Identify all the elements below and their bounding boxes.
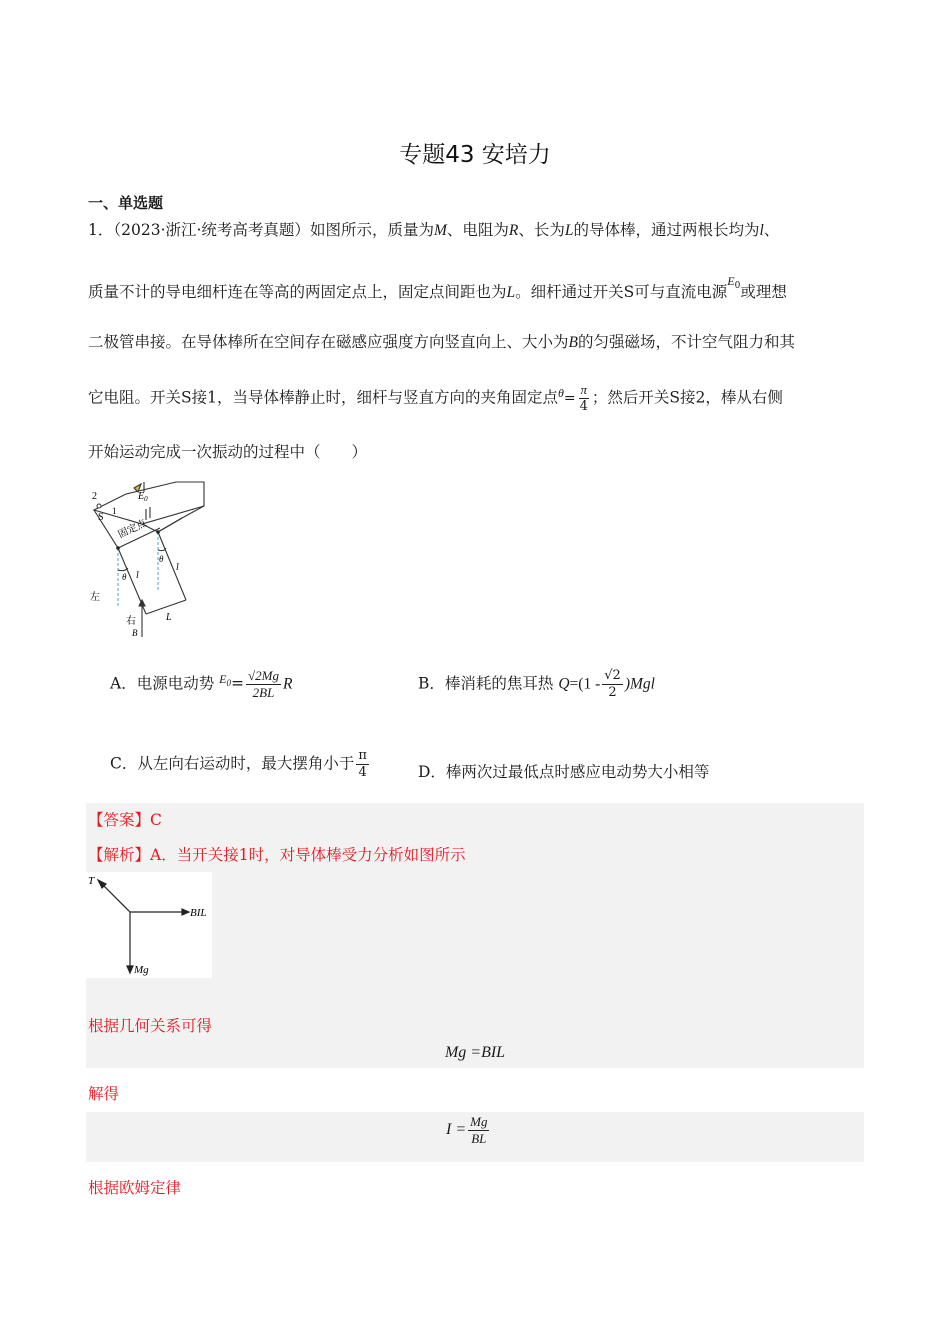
label-T: T (88, 875, 95, 887)
question-line-5: 开始运动完成一次振动的过程中（ ） (88, 443, 368, 461)
fraction-pi-4 (578, 382, 590, 415)
text: 如图所示，质量为 (309, 221, 434, 239)
numerator: Mg (470, 1114, 488, 1129)
numerator: π (580, 382, 588, 397)
denominator: 2 (608, 685, 617, 700)
diagram-background (86, 872, 212, 978)
fraction (246, 668, 281, 701)
solve-line: 解得 (88, 1085, 120, 1103)
label-l: l (136, 570, 139, 581)
var-E0 (219, 672, 231, 686)
denominator: 4 (579, 399, 588, 414)
fixed-point (116, 546, 120, 550)
var-B: B (568, 334, 578, 351)
var-R: R (282, 675, 293, 693)
denominator: 2BL (252, 685, 275, 700)
var-M: M (433, 222, 447, 239)
option-b-text: B．棒消耗的焦耳热 (418, 674, 554, 693)
fraction (602, 668, 623, 701)
text: 它电阻。开关S接1，当导体棒静止时，细杆与竖直方向的夹角固定点 (88, 388, 558, 407)
option-c[interactable] (110, 748, 371, 781)
text: 、长为 (518, 221, 565, 239)
equation-1: Mg =BIL (444, 1044, 506, 1061)
fixed-point (156, 530, 160, 534)
option-a-text: A．电源电动势 (110, 674, 215, 693)
var-Q: Q (558, 675, 570, 693)
circuit-figure (86, 472, 216, 642)
label-E0 (137, 491, 148, 503)
question-line-1 (88, 218, 779, 240)
question-line-2 (88, 274, 787, 303)
label-1: 1 (112, 506, 117, 516)
var-theta: θ (557, 385, 564, 400)
question-line-3 (88, 330, 795, 352)
denominator: 4 (358, 765, 367, 780)
label-2: 2 (92, 491, 97, 502)
var-l: l (759, 222, 764, 239)
force-diagram (86, 872, 212, 978)
numerator: √2Mg (247, 668, 279, 683)
text: 、 (763, 221, 780, 239)
var-L: L (506, 284, 516, 301)
analysis-label: 【解析】 (88, 846, 151, 864)
text: ；然后开关S接2，棒从右侧 (591, 388, 783, 407)
fraction (356, 748, 369, 781)
label-S: S (98, 512, 104, 523)
right-bracket (158, 506, 204, 532)
option-b[interactable] (418, 668, 655, 701)
label-right: 右 (126, 616, 136, 627)
expression: =(1 - (569, 675, 601, 693)
geometry-line: 根据几何关系可得 (88, 1017, 213, 1035)
label-BIL: BIL (190, 907, 207, 919)
label-fixed-point: 固定点 (116, 518, 149, 541)
label-l: l (176, 562, 179, 573)
text: 。细杆通过开关S可与直流电源 (515, 283, 728, 301)
text: 二极管串接。在导体棒所在空间存在磁感应强度方向竖直向上、大小为 (88, 333, 569, 351)
rod-right (158, 532, 186, 600)
label-E: E (138, 491, 145, 502)
question-source: （2023·浙江·统考高考真题） (113, 221, 310, 239)
answer-label: 【答案】C (88, 811, 162, 829)
text: 质量不计的导电细杆连在等高的两固定点上，固定点间距也为 (88, 283, 507, 301)
switch-terminal (97, 504, 101, 508)
var-L: L (564, 222, 574, 239)
numerator: π (358, 748, 367, 763)
label-L: L (166, 612, 172, 623)
var-R: R (508, 222, 519, 239)
numerator: √2 (604, 668, 621, 683)
var-E0 (727, 274, 741, 291)
analysis-text: A．当开关接1时，对导体棒受力分析如图所示 (150, 846, 466, 864)
fraction (468, 1114, 489, 1147)
text: 、电阻为 (446, 221, 509, 239)
option-a[interactable] (110, 668, 292, 701)
option-c-text: C．从左向右运动时，最大摆角小于 (110, 754, 355, 773)
question-line-4 (88, 382, 783, 415)
label-sub: 0 (144, 495, 148, 503)
subscript: 0 (734, 281, 741, 291)
label-theta: θ (159, 554, 164, 564)
label-left: 左 (90, 592, 100, 603)
label-B: B (132, 628, 138, 638)
subscript: 0 (226, 677, 231, 688)
text: 或理想 (740, 283, 787, 301)
label-Mg: Mg (134, 964, 149, 976)
text: 的匀强磁场，不计空气阻力和其 (577, 333, 795, 351)
label-theta: θ (122, 572, 127, 582)
text: 的导体棒，通过两根长均为 (573, 221, 760, 239)
var-E: E (219, 671, 227, 686)
expression-tail: )Mgl (624, 675, 655, 693)
var-E: E (727, 274, 735, 288)
denominator: BL (471, 1131, 487, 1146)
equation-lhs: I = (446, 1121, 467, 1139)
page-title: 专题43 安培力 (399, 142, 551, 168)
equals: = (563, 390, 576, 407)
analysis-line (88, 843, 466, 865)
option-d[interactable]: D．棒两次过最低点时感应电动势大小相等 (418, 763, 710, 781)
equals: = (230, 674, 244, 693)
question-number: 1． (88, 221, 114, 239)
ohm-line: 根据欧姆定律 (88, 1179, 182, 1197)
equation-2 (446, 1114, 491, 1147)
circuit-wire (94, 482, 204, 524)
section-heading: 一、单选题 (88, 194, 164, 212)
